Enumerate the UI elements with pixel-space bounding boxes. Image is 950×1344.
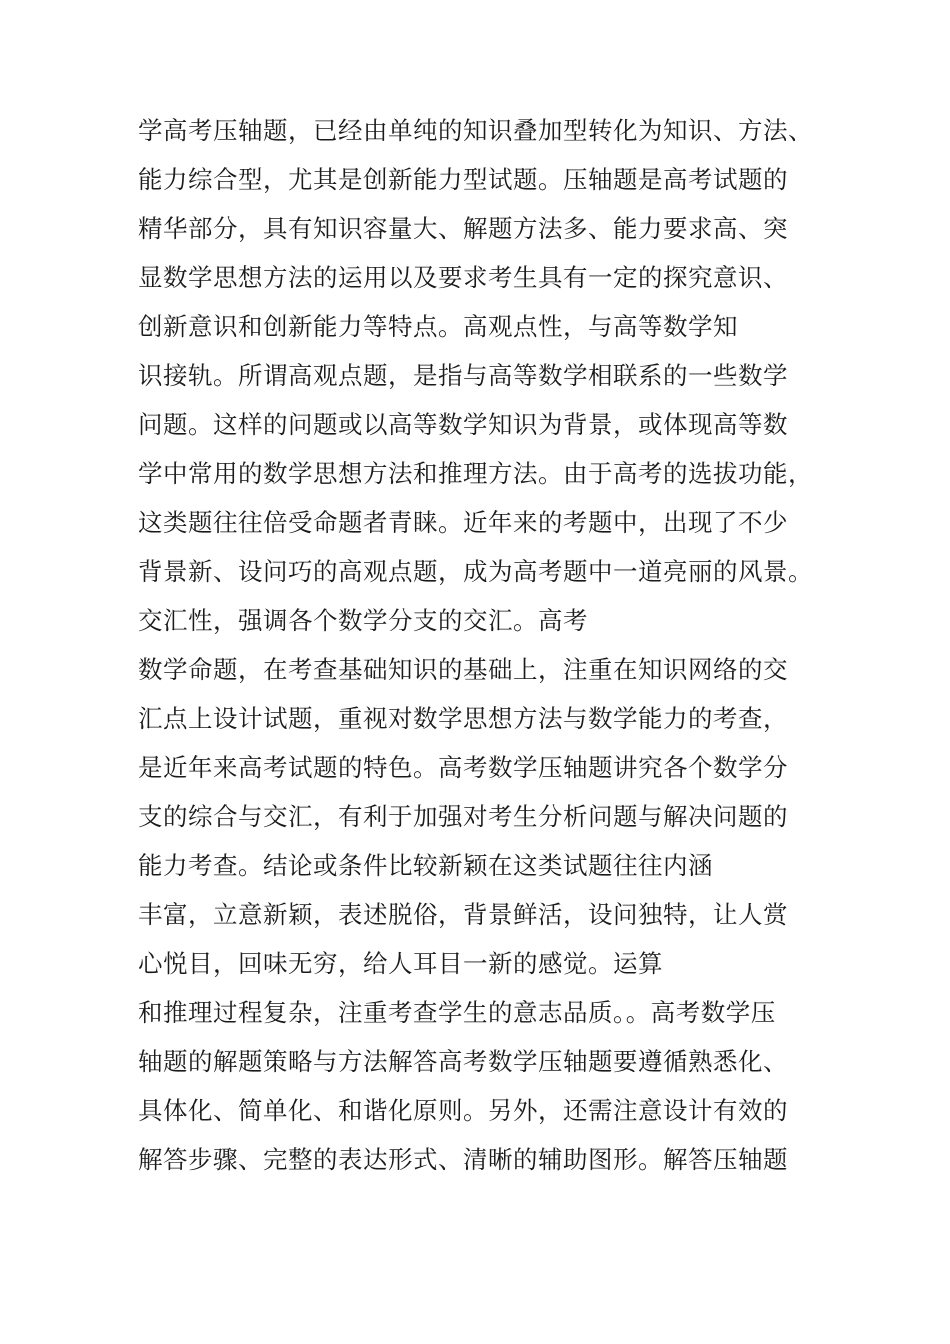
- text-line: 问题。这样的问题或以高等数学知识为背景，或体现高等数: [138, 410, 788, 439]
- text-line: 数学命题，在考查基础知识的基础上，注重在知识网络的交: [138, 655, 788, 684]
- text-line: 具体化、简单化、和谐化原则。另外，还需注意设计有效的: [138, 1096, 788, 1125]
- text-line: 学高考压轴题，已经由单纯的知识叠加型转化为知识、方法、: [138, 116, 813, 145]
- text-line: 学中常用的数学思想方法和推理方法。由于高考的选拔功能，: [138, 459, 813, 488]
- text-line: 背景新、设问巧的高观点题，成为高考题中一道亮丽的风景。: [138, 557, 813, 586]
- document-body-text: [138, 106, 838, 1184]
- text-line: 轴题的解题策略与方法解答高考数学压轴题要遵循熟悉化、: [138, 1047, 788, 1076]
- text-line: 创新意识和创新能力等特点。高观点性，与高等数学知: [138, 312, 738, 341]
- text-line: 这类题往往倍受命题者青睐。近年来的考题中，出现了不少: [138, 508, 788, 537]
- text-line: 能力综合型，尤其是创新能力型试题。压轴题是高考试题的: [138, 165, 788, 194]
- text-line: 丰富，立意新颖，表述脱俗，背景鲜活，设问独特，让人赏: [138, 900, 788, 929]
- text-line: 汇点上设计试题，重视对数学思想方法与数学能力的考查，: [138, 704, 788, 733]
- text-line: 识接轨。所谓高观点题，是指与高等数学相联系的一些数学: [138, 361, 788, 390]
- text-line: 是近年来高考试题的特色。高考数学压轴题讲究各个数学分: [138, 753, 788, 782]
- text-line: 显数学思想方法的运用以及要求考生具有一定的探究意识、: [138, 263, 788, 292]
- text-line: 精华部分，具有知识容量大、解题方法多、能力要求高、突: [138, 214, 788, 243]
- text-line: 解答步骤、完整的表达形式、清晰的辅助图形。解答压轴题: [138, 1145, 788, 1174]
- text-line: 和推理过程复杂，注重考查学生的意志品质。。高考数学压: [138, 998, 776, 1027]
- text-line: 心悦目，回味无穷，给人耳目一新的感觉。运算: [138, 949, 663, 978]
- text-line: 支的综合与交汇，有利于加强对考生分析问题与解决问题的: [138, 802, 788, 831]
- text-line: 能力考查。结论或条件比较新颖在这类试题往往内涵: [138, 851, 713, 880]
- text-line: 交汇性，强调各个数学分支的交汇。高考: [138, 606, 588, 635]
